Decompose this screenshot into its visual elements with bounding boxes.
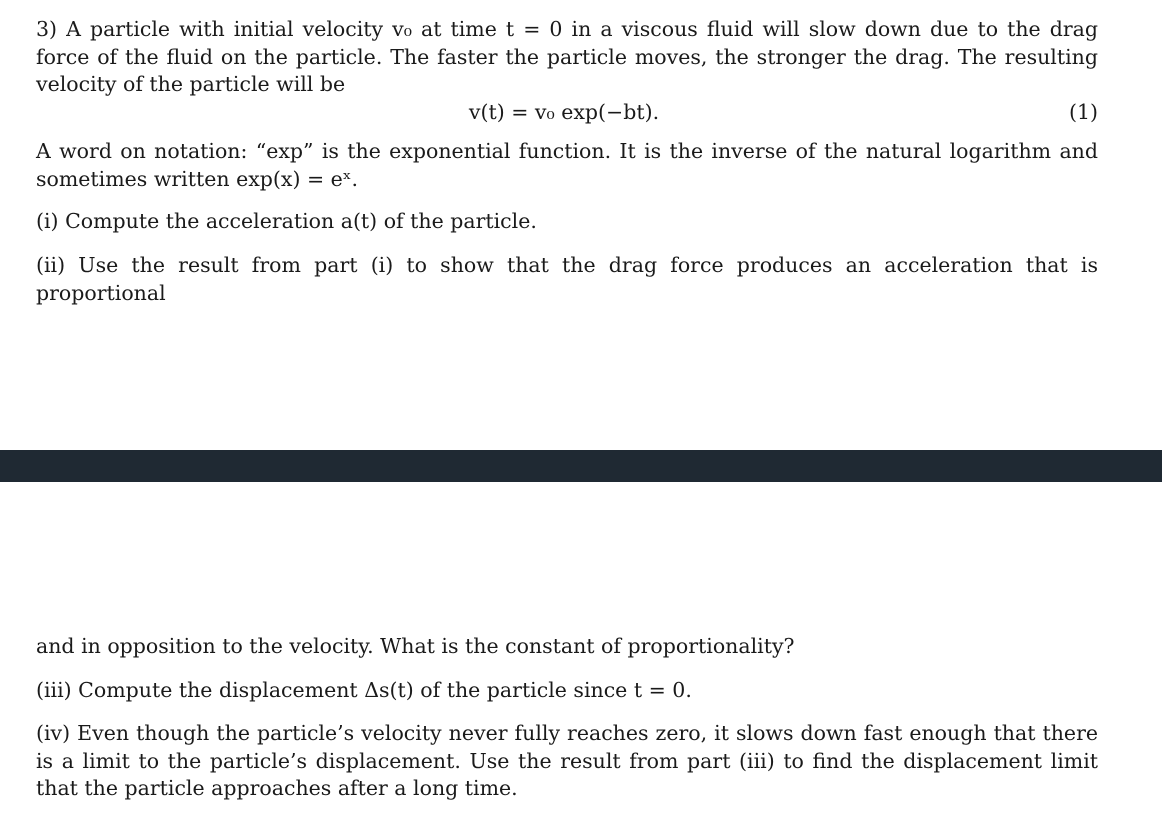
notation-paragraph [36, 138, 1098, 193]
equation-number: (1) [1068, 100, 1098, 124]
part-iv-text: (iv) Even though the particle’s velocity never fully reaches zero, it slows down fast enough that there is a limit to the particle’s displacement. Use the result from part (iii) to find the displacement limit that the particle approaches after a long time. [36, 721, 1098, 800]
part-ii-top-text: (ii) Use the result from part (i) to show that the drag force produces an acceleration that is proportional [36, 253, 1098, 305]
part-ii-bottom-text: and in opposition to the velocity. What is the constant of proportionality? [36, 634, 795, 658]
part-i [36, 208, 1098, 236]
notation-text: A word on notation: “exp” is the exponential function. It is the inverse of the natural logarithm and sometimes written exp(x) = eˣ. [36, 139, 1098, 191]
part-iii [36, 677, 1098, 705]
part-ii-top [36, 252, 1098, 307]
equation-row [36, 98, 1098, 126]
part-iii-text: (iii) Compute the displacement Δs(t) of the particle since t = 0. [36, 678, 692, 702]
dark-divider-band [0, 450, 1162, 482]
part-ii-bottom [36, 633, 1098, 661]
problem-intro-text: 3) A particle with initial velocity v₀ at time t = 0 in a viscous fluid will slow down due to the drag force of the fluid on the particle. The faster the particle moves, the stronger the drag. The resulting velocity of the particle will be [36, 17, 1098, 96]
velocity-equation: v(t) = v₀ exp(−bt). [468, 100, 660, 124]
part-i-text: (i) Compute the acceleration a(t) of the particle. [36, 209, 537, 233]
problem-intro [36, 16, 1098, 99]
part-iv [36, 720, 1098, 803]
